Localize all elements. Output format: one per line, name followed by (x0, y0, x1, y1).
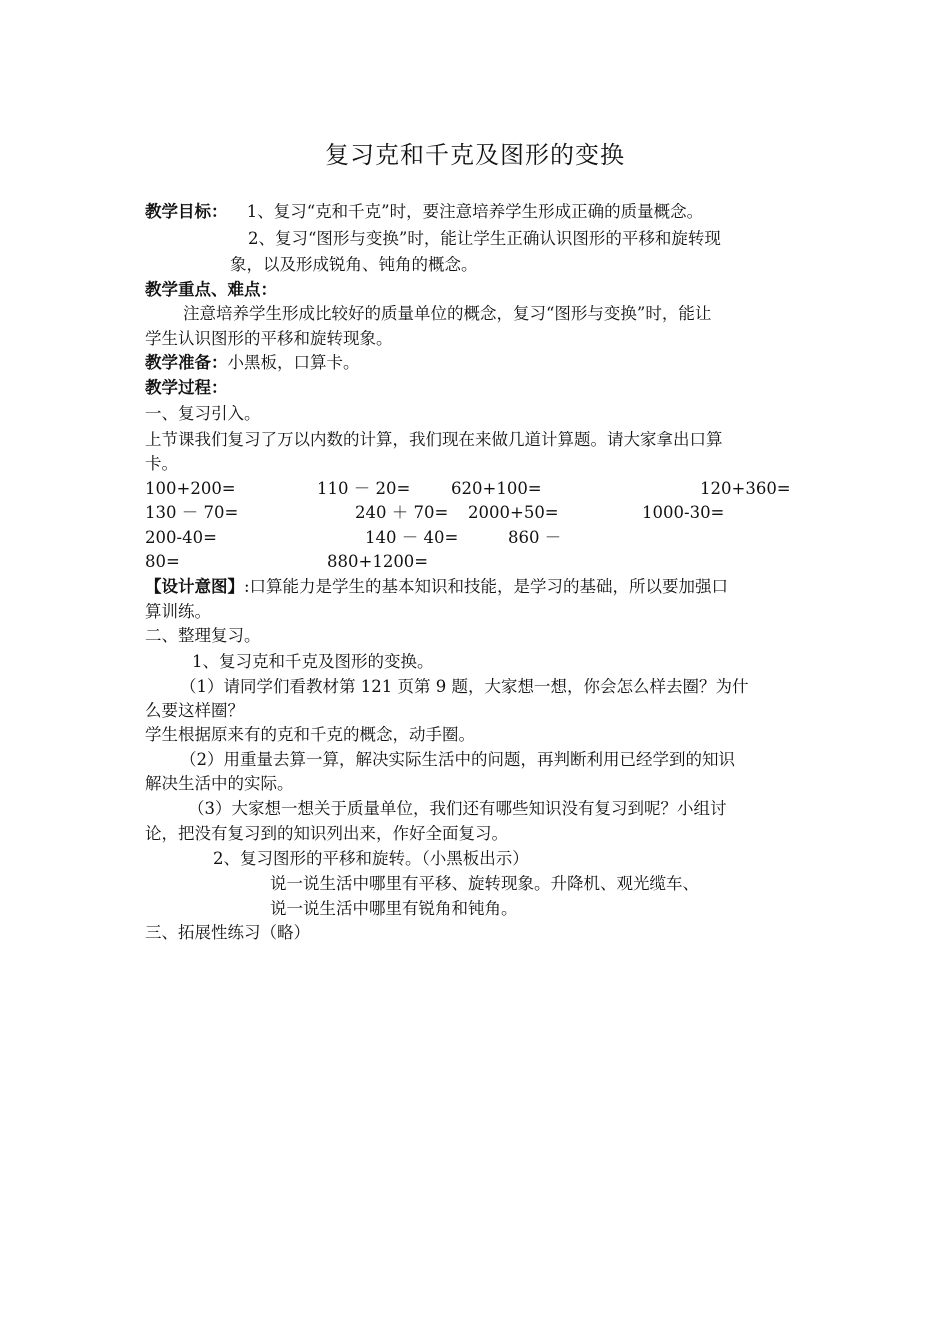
prep-line (145, 351, 360, 375)
goals-item-2a: 2、复习“图形与变换”时，能让学生正确认识图形的平移和旋转现 (248, 229, 721, 248)
process-label: 教学过程： (145, 378, 228, 397)
calc-item: 100+200= (145, 479, 236, 498)
calc-item: 880+1200= (327, 552, 429, 571)
calc-item: 130 － 70= (145, 503, 239, 522)
design-label: 【设计意图】 (145, 577, 244, 596)
section2-sub-1: 1、复习克和千克及图形的变换。 (192, 652, 434, 671)
section2-q3-b: 论，把没有复习到的知识列出来，作好全面复习。 (145, 824, 508, 843)
section2-sub2-a: 说一说生活中哪里有平移、旋转现象。升降机、观光缆车、 (270, 874, 699, 893)
section2-q1-c: 学生根据原来有的克和千克的概念，动手圈。 (145, 725, 475, 744)
section3-heading: 三、拓展性练习（略） (145, 923, 310, 942)
calc-item: 200-40= (145, 528, 217, 547)
design-text: :口算能力是学生的基本知识和技能，是学习的基础，所以要加强口 (244, 577, 729, 596)
goals-label: 教学目标： (145, 202, 228, 221)
document-title: 复习克和千克及图形的变换 (325, 141, 625, 169)
calc-row-4 (145, 550, 845, 574)
key-points-line-2: 学生认识图形的平移和旋转现象。 (145, 329, 393, 348)
section2-q3-a: （3）大家想一想关于质量单位，我们还有哪些知识没有复习到呢？小组讨 (188, 799, 727, 818)
section1-line-2: 卡。 (145, 454, 178, 473)
calc-item: 860 － (508, 528, 562, 547)
section2-heading: 二、整理复习。 (145, 626, 261, 645)
calc-row-2 (145, 501, 845, 525)
section1-heading: 一、复习引入。 (145, 404, 261, 423)
section2-q1-a: （1）请同学们看教材第 121 页第 9 题，大家想一想，你会怎么样去圈？为什 (180, 677, 749, 696)
section2-q1-b: 么要这样圈？ (145, 701, 244, 720)
calc-item: 110 － 20= (317, 479, 411, 498)
prep-label: 教学准备： (145, 353, 228, 372)
section2-sub2-b: 说一说生活中哪里有锐角和钝角。 (270, 899, 518, 918)
calc-item: 1000-30= (642, 503, 725, 522)
calc-item: 80= (145, 552, 180, 571)
calc-item: 620+100= (451, 479, 542, 498)
key-points-line-1: 注意培养学生形成比较好的质量单位的概念，复习“图形与变换”时，能让 (183, 304, 712, 323)
section1-line-1: 上节课我们复习了万以内数的计算，我们现在来做几道计算题。请大家拿出口算 (145, 430, 723, 449)
goals-item-1: 1、复习“克和千克”时，要注意培养学生形成正确的质量概念。 (246, 202, 704, 221)
key-points-label: 教学重点、难点： (145, 280, 277, 299)
calc-item: 2000+50= (468, 503, 559, 522)
calc-item: 120+360= (700, 479, 791, 498)
design-line-1 (145, 575, 728, 599)
design-line-2: 算训练。 (145, 602, 211, 621)
goals-item-2b: 象，以及形成锐角、钝角的概念。 (230, 255, 478, 274)
goals-line-1 (145, 200, 703, 224)
section2-q2-a: （2）用重量去算一算，解决实际生活中的问题，再判断利用已经学到的知识 (180, 750, 735, 769)
calc-row-1 (145, 477, 845, 501)
calc-item: 140 － 40= (365, 528, 459, 547)
prep-text: 小黑板，口算卡。 (227, 353, 360, 372)
calc-item: 240 ＋ 70= (355, 503, 449, 522)
section2-q2-b: 解决生活中的实际。 (145, 774, 294, 793)
section2-sub-2: 2、复习图形的平移和旋转。（小黑板出示） (213, 849, 529, 868)
calc-row-3 (145, 526, 845, 550)
